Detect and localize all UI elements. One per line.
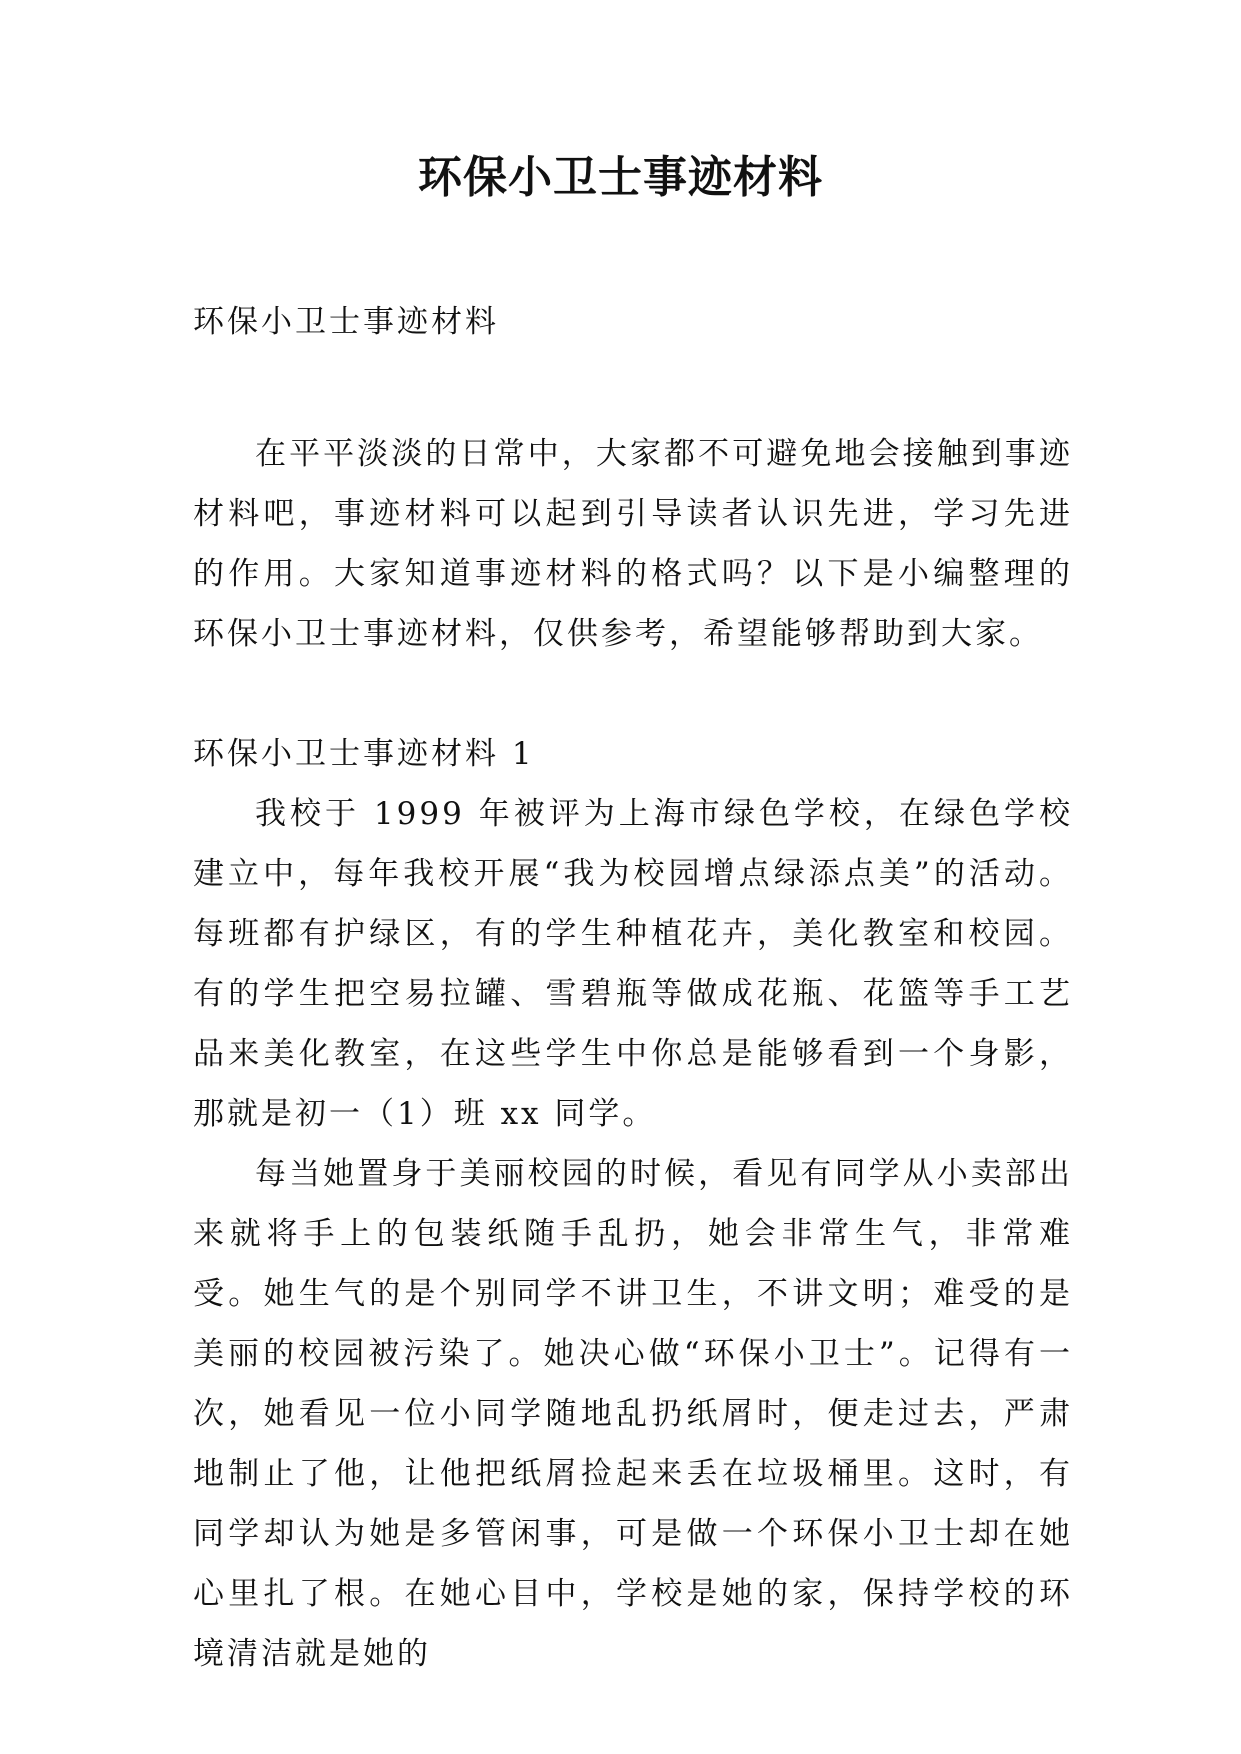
body-paragraph-1: 我校于 1999 年被评为上海市绿色学校，在绿色学校建立中，每年我校开展“我为校园增点绿添点美”的活动。每班都有护绿区，有的学生种植花卉，美化教室和校园。有的学生把空易拉罐、雪碧瓶等做成花瓶、花篮等手工艺品来美化教室，在这些学生中你总是能够看到一个身影，那就是初一（1）班 xx 同学。 xyxy=(193,796,1073,1132)
document-subtitle: 环保小卫士事迹材料 xyxy=(193,304,499,340)
body-paragraph-2: 每当她置身于美丽校园的时候，看见有同学从小卖部出来就将手上的包装纸随手乱扔，她会非常生气，非常难受。她生气的是个别同学不讲卫生，不讲文明；难受的是美丽的校园被污染了。她决心做“环保小卫士”。记得有一次，她看见一位小同学随地乱扔纸屑时，便走过去，严肃地制止了他，让他把纸屑捡起来丢在垃圾桶里。这时，有同学却认为她是多管闲事，可是做一个环保小卫士却在她心里扎了根。在她心目中，学校是她的家，保持学校的环境清洁就是她的 xyxy=(193,1156,1073,1672)
document-title: 环保小卫士事迹材料 xyxy=(418,152,823,203)
intro-paragraph: 在平平淡淡的日常中，大家都不可避免地会接触到事迹材料吧，事迹材料可以起到引导读者认识先进，学习先进的作用。大家知道事迹材料的格式吗？以下是小编整理的环保小卫士事迹材料，仅供参考，希望能够帮助到大家。 xyxy=(193,436,1073,652)
section-heading: 环保小卫士事迹材料 1 xyxy=(193,736,535,772)
document-body xyxy=(193,292,1073,1684)
